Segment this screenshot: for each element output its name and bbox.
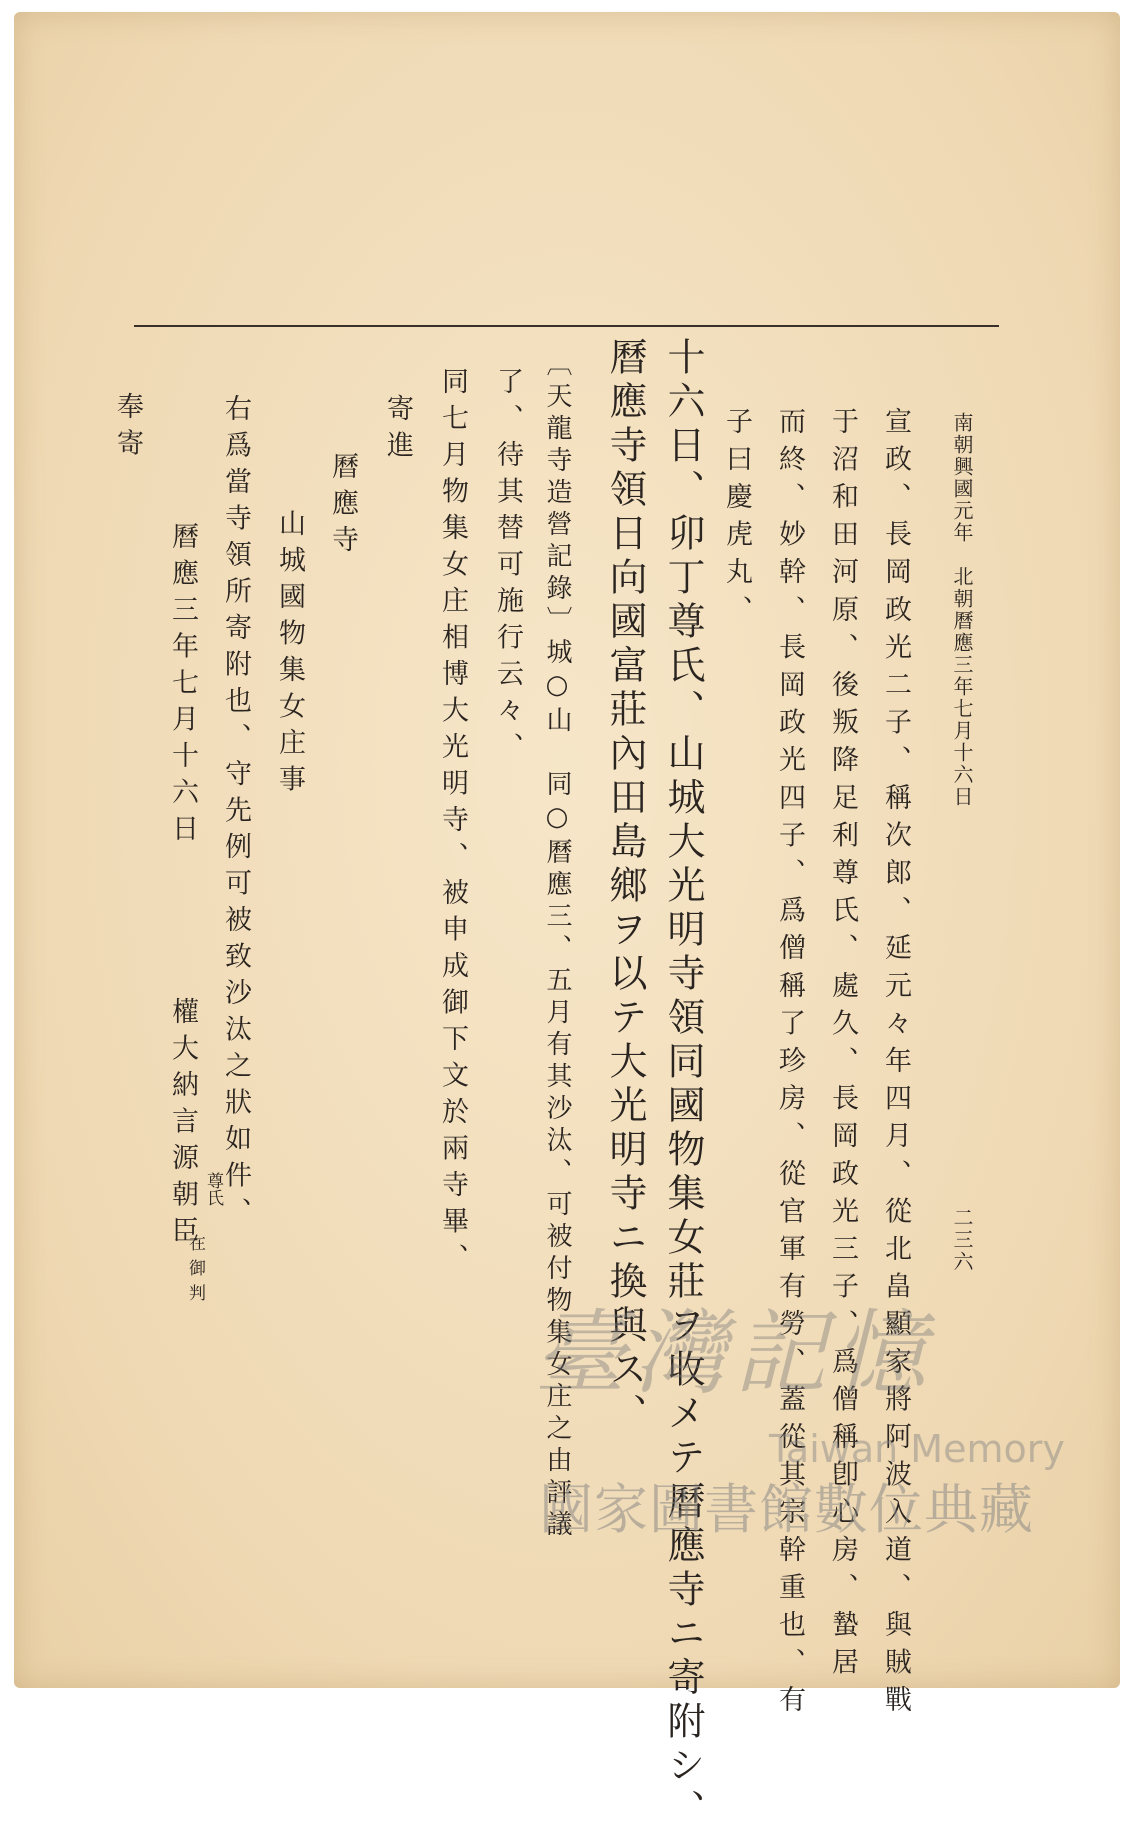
doc-body-line: 右爲當寺領所寄附也、守先例可被致沙汰之狀如件、 bbox=[220, 394, 251, 1234]
document-page bbox=[14, 12, 1120, 1833]
watermark-chinese: 臺灣記憶 bbox=[534, 1300, 935, 1407]
doc-date-line: 曆應三年七月十六日 bbox=[167, 522, 198, 851]
watermark-subtitle: 國家圖書館數位典藏 bbox=[539, 1478, 1034, 1541]
signer-annotation: 尊氏 bbox=[203, 1172, 223, 1206]
page-number: 二三六 bbox=[950, 1207, 974, 1273]
doc-title-kishin: 寄進 bbox=[382, 394, 413, 467]
text-column-2: 于沼和田河原、後叛降足利尊氏、處久、長岡政光三子、爲僧稱卽心房、蟄居 bbox=[827, 407, 858, 1686]
header-rule bbox=[134, 325, 999, 327]
source-citation-line: 〔天龍寺造營記錄〕城○山 同○曆應三、五月有其沙汰、可被付物集女庄之由評議 bbox=[542, 350, 572, 1542]
doc-closing: 奉寄 bbox=[112, 392, 143, 465]
watermark-english: Taiwan Memory bbox=[769, 1427, 1065, 1471]
text-column-8: 了、待其替可施行云々、 bbox=[492, 367, 523, 769]
text-column-9: 同七月物集女庄相博大光明寺、被申成御下文於兩寺畢、 bbox=[437, 367, 468, 1280]
text-column-1: 宣政、長岡政光二子、稱次郎、延元々年四月、從北畠顯家將阿波入道、與賊戰 bbox=[880, 407, 911, 1723]
running-header: 南朝興國元年 北朝曆應三年七月十六日 bbox=[950, 412, 974, 808]
doc-temple-name: 曆應寺 bbox=[327, 452, 358, 562]
doc-estate-line: 山城國物集女庄事 bbox=[274, 509, 305, 801]
seal-annotation: 在御判 bbox=[185, 1234, 205, 1309]
text-column-4: 子曰慶虎丸、 bbox=[721, 407, 752, 633]
doc-signer: 權大納言源朝臣 bbox=[167, 997, 198, 1253]
entry-heading-line-1: 十六日、卯丁尊氏、山城大光明寺領同國物集女莊ヲ收メテ曆應寺ニ寄附シ、 bbox=[661, 337, 705, 1833]
entry-heading-line-2: 曆應寺領日向國富莊內田島鄉ヲ以テ大光明寺ニ換與ス、 bbox=[603, 337, 647, 1437]
text-column-3: 而終、妙幹、長岡政光四子、爲僧稱了珍房、從官軍有勞、蓋從其宗幹重也、有 bbox=[774, 407, 805, 1723]
